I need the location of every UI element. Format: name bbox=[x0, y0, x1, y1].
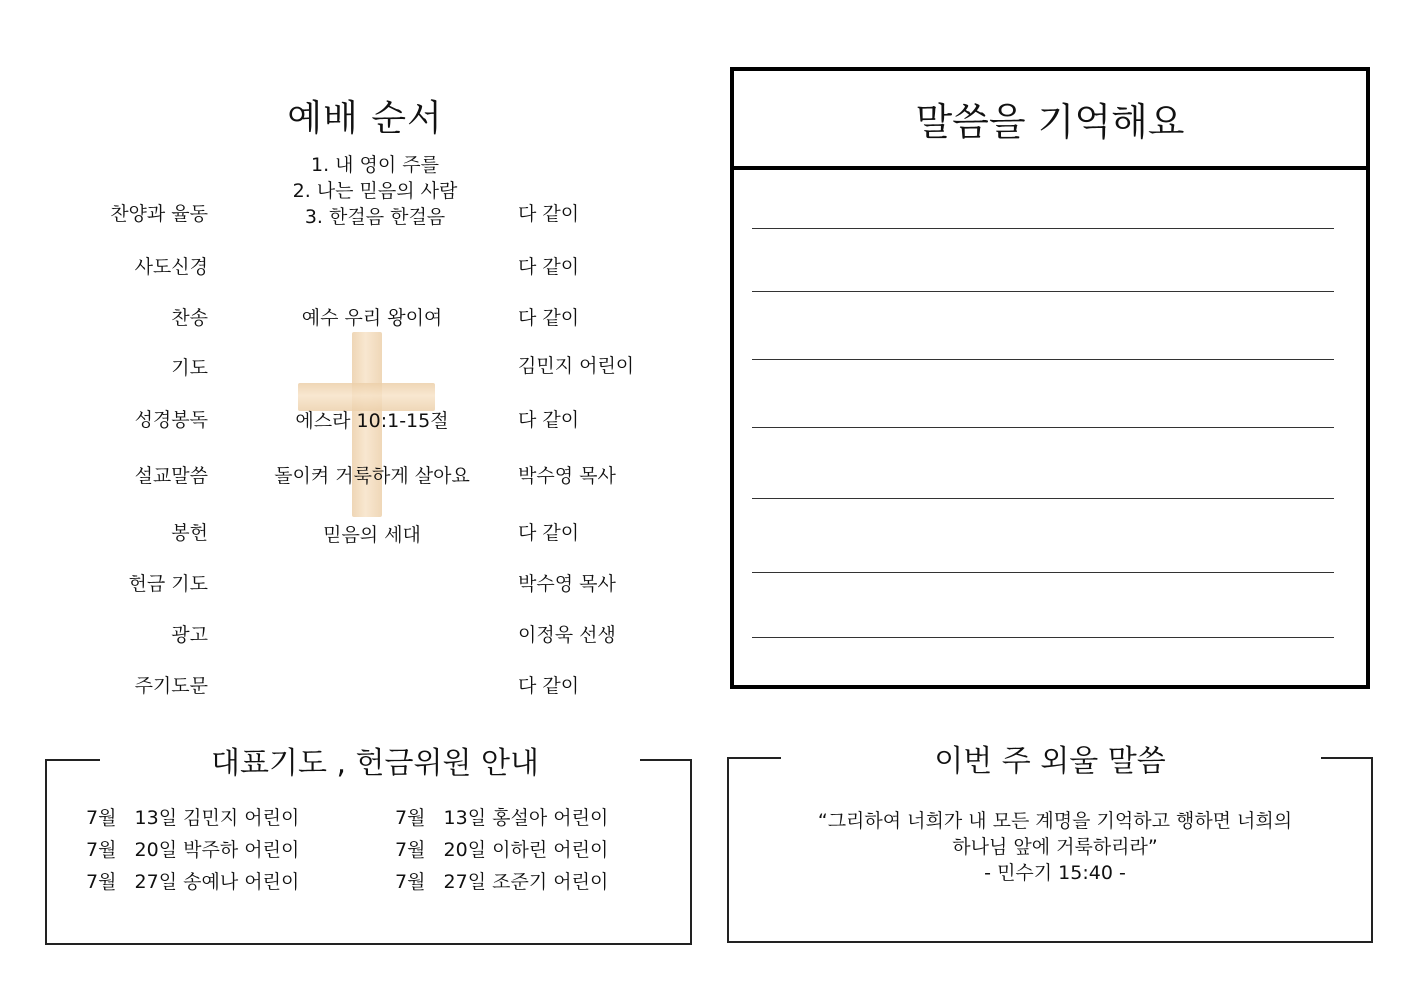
order-label: 헌금 기도 bbox=[128, 573, 208, 595]
order-content: 예수 우리 왕이여 bbox=[301, 307, 443, 329]
order-leader: 박수영 목사 bbox=[518, 465, 616, 487]
memo-title: 말씀을 기억해요 bbox=[734, 71, 1366, 170]
memorize-title: 이번 주 외울 말씀 bbox=[934, 744, 1166, 779]
song-list bbox=[255, 152, 495, 230]
order-label: 사도신경 bbox=[134, 256, 208, 278]
memorize-box-top-right bbox=[1321, 757, 1373, 759]
memorize-box-top-left bbox=[727, 757, 781, 759]
writing-line[interactable] bbox=[752, 228, 1334, 229]
writing-line[interactable] bbox=[752, 498, 1334, 499]
offering-item: 7월 27일 조준기 어린이 bbox=[395, 871, 609, 893]
writing-line[interactable] bbox=[752, 637, 1334, 638]
writing-line[interactable] bbox=[752, 427, 1334, 428]
prayer-item: 7월 13일 김민지 어린이 bbox=[86, 807, 300, 829]
writing-line[interactable] bbox=[752, 359, 1334, 360]
order-leader: 다 같이 bbox=[518, 522, 580, 544]
prayer-list-left bbox=[86, 802, 299, 898]
order-leader: 다 같이 bbox=[518, 203, 580, 225]
order-leader: 다 같이 bbox=[518, 307, 580, 329]
order-leader: 김민지 어린이 bbox=[518, 355, 635, 377]
prayer-box-top-right bbox=[640, 759, 692, 761]
order-label: 봉헌 bbox=[171, 522, 208, 544]
order-label: 성경봉독 bbox=[134, 409, 208, 431]
song-item: 2. 나는 믿음의 사람 bbox=[292, 180, 458, 202]
prayer-box-top-left bbox=[45, 759, 100, 761]
offering-item: 7월 20일 이하린 어린이 bbox=[395, 839, 609, 861]
order-leader: 박수영 목사 bbox=[518, 573, 616, 595]
memory-verse bbox=[760, 808, 1350, 886]
order-label: 찬양과 율동 bbox=[110, 203, 208, 225]
order-label: 주기도문 bbox=[134, 675, 208, 697]
order-label: 설교말씀 bbox=[134, 465, 208, 487]
order-leader: 이정욱 선생 bbox=[518, 624, 616, 646]
order-content: 돌이켜 거룩하게 살아요 bbox=[274, 465, 470, 487]
prayer-item: 7월 27일 송예나 어린이 bbox=[86, 871, 300, 893]
order-leader: 다 같이 bbox=[518, 256, 580, 278]
order-leader: 다 같이 bbox=[518, 409, 580, 431]
order-label: 광고 bbox=[171, 624, 208, 646]
prayer-list-right bbox=[395, 802, 608, 898]
song-item: 3. 한걸음 한걸음 bbox=[304, 206, 446, 228]
writing-line[interactable] bbox=[752, 291, 1334, 292]
order-label: 기도 bbox=[171, 357, 208, 379]
order-content: 믿음의 세대 bbox=[323, 524, 421, 546]
verse-reference: - 민수기 15:40 - bbox=[984, 862, 1126, 884]
verse-line: “그리하여 너희가 내 모든 계명을 기억하고 행하면 너희의 bbox=[817, 810, 1293, 832]
order-label: 찬송 bbox=[171, 307, 208, 329]
worship-title: 예배 순서 bbox=[287, 98, 443, 139]
song-item: 1. 내 영이 주를 bbox=[310, 154, 440, 176]
writing-line[interactable] bbox=[752, 572, 1334, 573]
prayer-title: 대표기도 , 헌금위원 안내 bbox=[211, 746, 539, 781]
verse-line: 하나님 앞에 거룩하리라” bbox=[952, 836, 1158, 858]
offering-item: 7월 13일 홍설아 어린이 bbox=[395, 807, 609, 829]
prayer-item: 7월 20일 박주하 어린이 bbox=[86, 839, 300, 861]
memo-box bbox=[730, 67, 1370, 689]
order-leader: 다 같이 bbox=[518, 675, 580, 697]
order-content: 에스라 10:1-15절 bbox=[295, 410, 449, 432]
